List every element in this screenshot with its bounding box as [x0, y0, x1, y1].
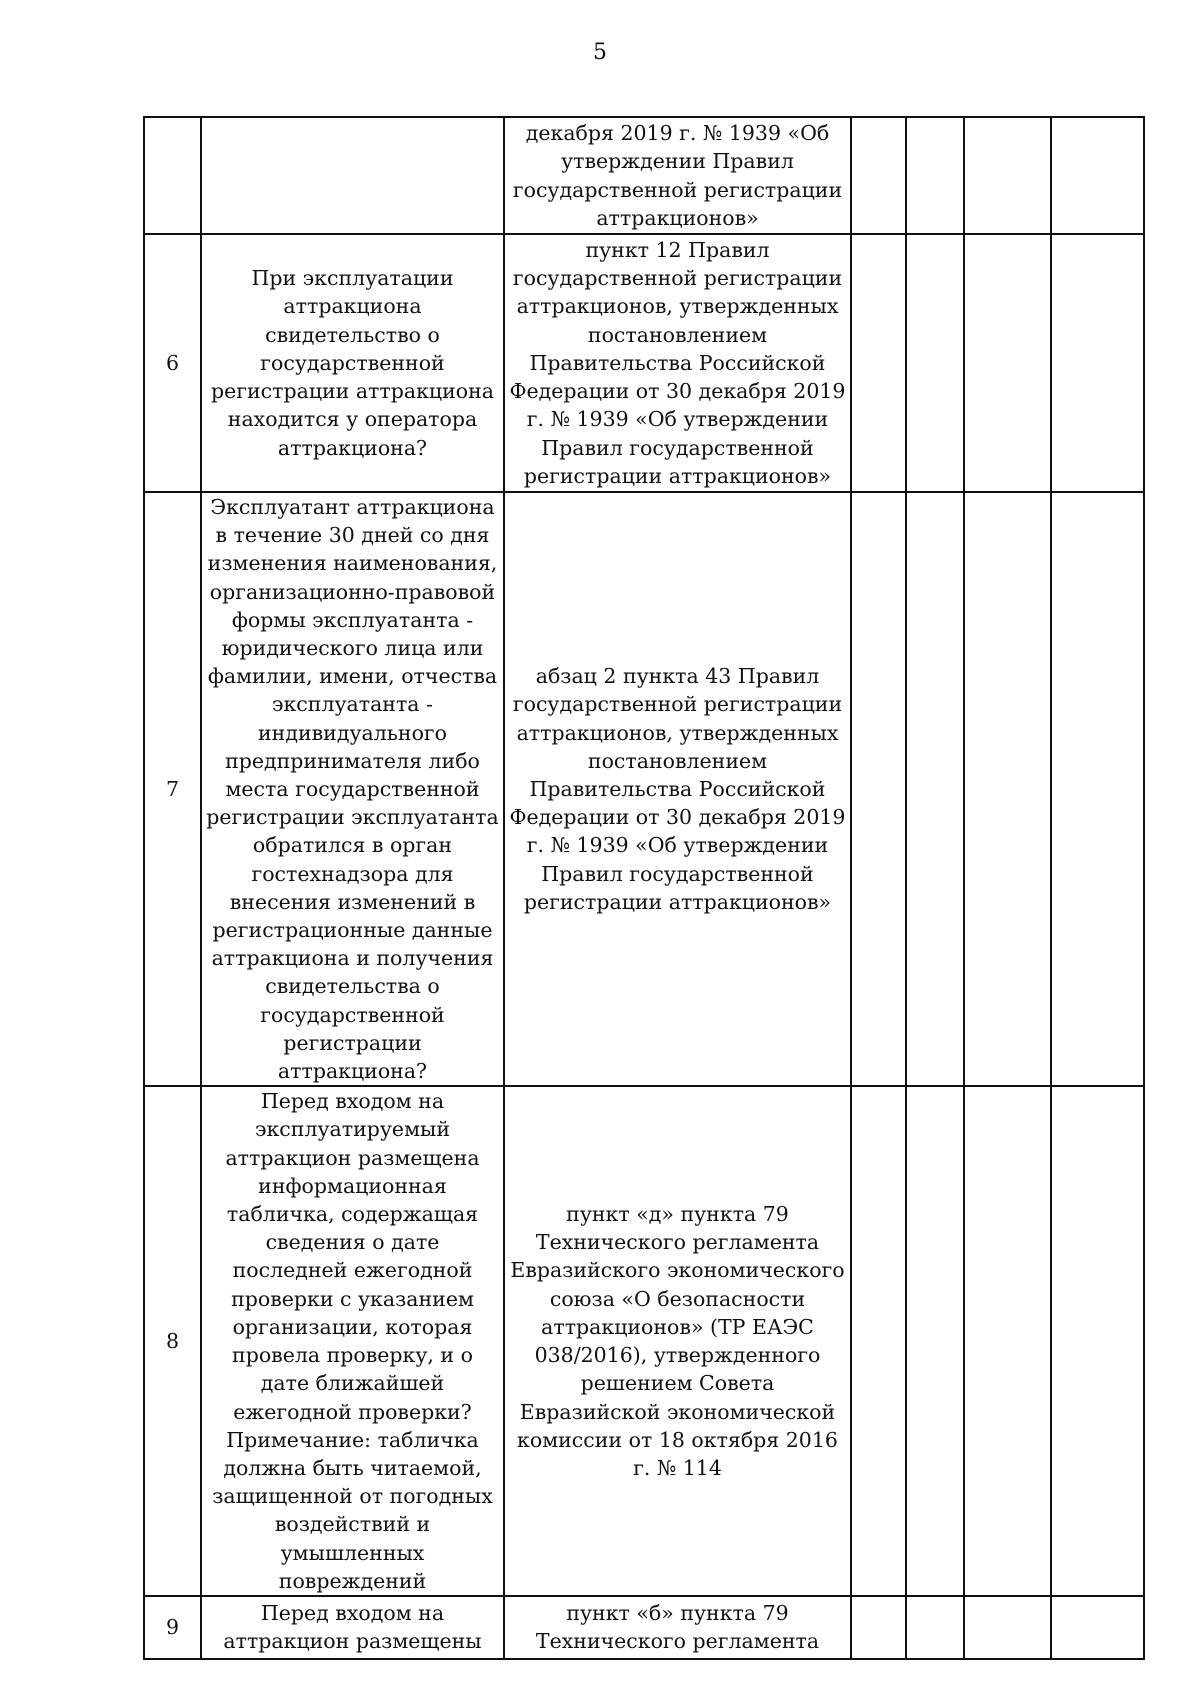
answer-no-cell [906, 492, 964, 1086]
answer-no-cell [906, 117, 964, 234]
answer-na-cell [964, 1086, 1051, 1596]
row-number: 9 [144, 1596, 201, 1659]
table-row [144, 234, 1144, 492]
remarks-cell [1051, 117, 1144, 234]
remarks-cell [1051, 1596, 1144, 1659]
reference-cell: абзац 2 пункта 43 Правил государственной регистрации аттракционов, утвержденных постановлением Правительства Российской Федерации от 30 декабря 2019 г. № 1939 «Об утверждении Правил государственной регистрации аттракционов» [504, 492, 851, 1086]
table-row [144, 1596, 1144, 1659]
answer-na-cell [964, 492, 1051, 1086]
table-row [144, 117, 1144, 234]
answer-yes-cell [851, 234, 906, 492]
answer-na-cell [964, 1596, 1051, 1659]
answer-yes-cell [851, 492, 906, 1086]
question-cell: Перед входом на эксплуатируемый аттракцион размещена информационная табличка, содержащая сведения о дате последней ежегодной проверки с указанием организации, которая провела проверку, и о дате ближайшей ежегодной проверки? Примечание: табличка должна быть читаемой, защищенной от погодных воздействий и умышленных повреждений [201, 1086, 504, 1596]
remarks-cell [1051, 234, 1144, 492]
answer-yes-cell [851, 117, 906, 234]
reference-cell: пункт «д» пункта 79 Технического регламента Евразийского экономического союза «О безопасности аттракционов» (ТР ЕАЭС 038/2016), утвержденного решением Совета Евразийской экономической комиссии от 18 октября 2016 г. № 114 [504, 1086, 851, 1596]
question-cell: Эксплуатант аттракциона в течение 30 дней со дня изменения наименования, организационно-правовой формы эксплуатанта - юридического лица или фамилии, имени, отчества эксплуатанта - индивидуального предпринимателя либо места государственной регистрации эксплуатанта обратился в орган гостехнадзора для внесения изменений в регистрационные данные аттракциона и получения свидетельства о государственной регистрации аттракциона? [201, 492, 504, 1086]
row-number: 8 [144, 1086, 201, 1596]
question-cell [201, 117, 504, 234]
row-number: 7 [144, 492, 201, 1086]
answer-yes-cell [851, 1086, 906, 1596]
row-number [144, 117, 201, 234]
reference-cell: пункт «б» пункта 79 Технического регламента [504, 1596, 851, 1659]
answer-yes-cell [851, 1596, 906, 1659]
question-cell: Перед входом на аттракцион размещены [201, 1596, 504, 1659]
reference-cell: пункт 12 Правил государственной регистрации аттракционов, утвержденных постановлением Правительства Российской Федерации от 30 декабря 2019 г. № 1939 «Об утверждении Правил государственной регистрации аттракционов» [504, 234, 851, 492]
page-number: 5 [593, 40, 607, 65]
row-number: 6 [144, 234, 201, 492]
table-row [144, 492, 1144, 1086]
remarks-cell [1051, 1086, 1144, 1596]
reference-cell: декабря 2019 г. № 1939 «Об утверждении Правил государственной регистрации аттракционов» [504, 117, 851, 234]
question-cell: При эксплуатации аттракциона свидетельство о государственной регистрации аттракциона находится у оператора аттракциона? [201, 234, 504, 492]
remarks-cell [1051, 492, 1144, 1086]
table-row [144, 1086, 1144, 1596]
answer-na-cell [964, 234, 1051, 492]
answer-na-cell [964, 117, 1051, 234]
checklist-table [143, 116, 1145, 1660]
answer-no-cell [906, 1596, 964, 1659]
answer-no-cell [906, 1086, 964, 1596]
answer-no-cell [906, 234, 964, 492]
